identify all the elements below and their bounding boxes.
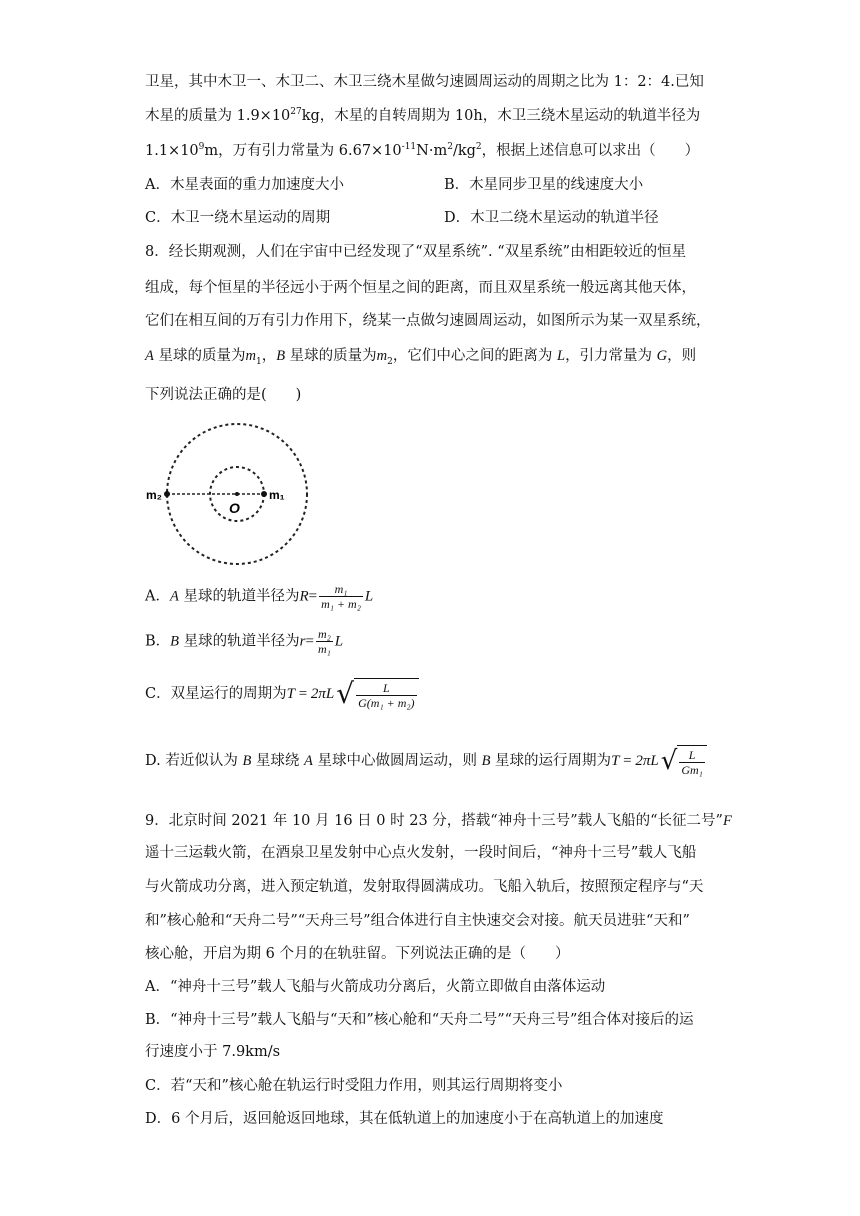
q8-line-2: 组成，每个恒星的半径远小于两个恒星之间的距离，而且双星系统一般远离其他天体，	[145, 280, 696, 296]
q8-option-b: B．B 星球的轨道半径为r= $\frac{\text{m₂}}{\text{m₁}}$ L	[145, 627, 344, 656]
q9-line-2: 遥十三运载火箭，在酒泉卫星发射中心点火发射，一段时间后，“神舟十三号”载人飞船	[145, 845, 697, 861]
q9-line-3: 与火箭成功分离，进入预定轨道，发射取得圆满成功。飞船入轨后，按照预定程序与“天	[145, 879, 704, 895]
q8-option-d: D. 若近似认为 B 星球绕 A 星球中心做圆周运动，则 B 星球的运行周期为T = 2πL√ $\frac{L}{\text{Gm₁}}$	[145, 745, 707, 777]
binary-star-diagram	[145, 418, 320, 568]
q8-line-5: 下列说法正确的是( )	[145, 387, 302, 403]
label-m2: m₂	[146, 488, 163, 502]
q7-line-3: $1.1\times 10^9m$，万有引力常量为 $6.67\times 10^{-11}N\cdot m^2/kg^2$，根据上述信息可以求出（ ）	[145, 142, 700, 159]
q9-option-d: D．6 个月后，返回舱返回地球，其在低轨道上的加速度小于在高轨道上的加速度	[145, 1111, 664, 1127]
label-o: O	[229, 500, 240, 516]
q8-line-3: 它们在相互间的万有引力作用下，绕某一点做匀速圆周运动，如图所示为某一双星系统，	[145, 313, 711, 329]
q7-option-b: B．木星同步卫星的线速度大小	[444, 177, 644, 193]
q8-line-1: 8．经长期观测，人们在宇宙中已经发现了“双星系统”. “双星系统”由相距较近的恒星	[145, 244, 687, 260]
q9-option-b-line-1: B．“神舟十三号”载人飞船与“天和”核心舱和“天舟二号”“天舟三号”组合体对接后的运	[145, 1012, 694, 1028]
q9-line-4: 和”核心舱和“天舟二号”“天舟三号”组合体进行自主快速交会对接。航天员进驻“天和”	[145, 913, 690, 929]
star-m1	[261, 491, 267, 497]
q9-option-b-line-2: 行速度小于 7.9km/s	[145, 1044, 281, 1060]
q8-option-a: A．A 星球的轨道半径为R= $\frac{\text{m₁}}{\text{m₁ + m₂}}$ L	[145, 582, 374, 611]
q9-line-5: 核心舱，开启为期 6 个月的在轨驻留。下列说法正确的是（ ）	[145, 946, 570, 962]
label-m1: m₁	[269, 488, 285, 502]
center-point	[235, 492, 239, 496]
q7-option-c: C．木卫一绕木星运动的周期	[145, 210, 331, 226]
q9-option-a: A．“神舟十三号”载人飞船与火箭成功分离后，火箭立即做自由落体运动	[145, 979, 606, 995]
q9-line-1: 9．北京时间 2021 年 10 月 16 日 0 时 23 分，搭载“神舟十三号”载人飞船的“长征二号”F	[145, 813, 732, 829]
star-m2	[164, 491, 170, 497]
q7-line-1: 卫星，其中木卫一、木卫二、木卫三绕木星做匀速圆周运动的周期之比为 1：2：4.已知	[145, 74, 704, 90]
q8-line-4: A 星球的质量为$m_1$，B 星球的质量为$m_2$，它们中心之间的距离为 L，引力常量为 G，则	[145, 348, 697, 367]
q7-line-2: 木星的质量为 $1.9\times 10^{27}kg$，木星的自转周期为 10h，木卫三绕木星运动的轨道半径为	[145, 107, 701, 124]
q9-option-c: C．若“天和”核心舱在轨运行时受阻力作用，则其运行周期将变小	[145, 1078, 563, 1094]
q7-option-d: D．木卫二绕木星运动的轨道半径	[444, 210, 659, 226]
q8-option-c: C．双星运行的周期为T = 2πL√ $\frac{L}{\text{G(m₁ + m₂)}}$	[145, 678, 419, 710]
q7-option-a: A．木星表面的重力加速度大小	[145, 177, 344, 193]
